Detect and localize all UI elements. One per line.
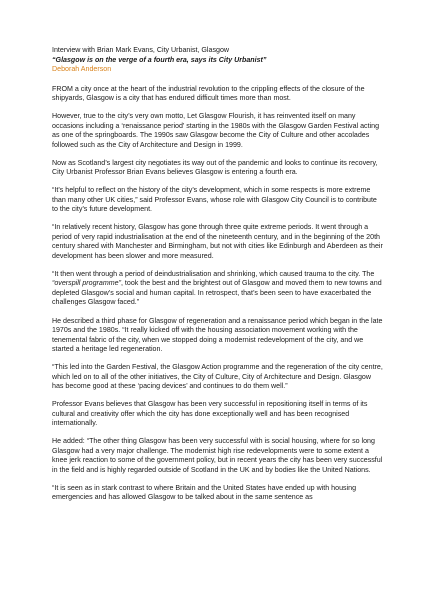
italic-term: “overspill programme” bbox=[52, 279, 121, 288]
article-headline: “Glasgow is on the verge of a fourth era, says its City Urbanist” bbox=[52, 55, 267, 64]
article-author: Deborah Anderson bbox=[52, 65, 112, 73]
paragraph: He added: “The other thing Glasgow has been very successful with is social housing, where for so long Glasgow had a very major challenge. The modernist high rise redevelopments were to some extent a knee jerk reaction to some of the government policy, but in recent years the city has been very successful in the field and is highly regarded outside of Scotland in the UK and by bodies like the United Nations. bbox=[52, 437, 383, 474]
paragraph: “This led into the Garden Festival, the Glasgow Action programme and the regeneration of the city centre, which led on to all of the other initiatives, the City of Culture, City of Architecture and Design. Glasgow has become good at these ‘pacing devices’ and continues to do them well.” bbox=[52, 363, 383, 391]
paragraph: Now as Scotland’s largest city negotiates its way out of the pandemic and looks to continue its recovery, City Urbanist Professor Brian Evans believes Glasgow is entering a fourth era. bbox=[52, 158, 378, 177]
article-header bbox=[52, 46, 384, 75]
paragraph-text: “It then went through a period of deindustrialisation and shrinking, which caused trauma to the city. The bbox=[52, 269, 375, 278]
paragraph: However, true to the city’s very own motto, Let Glasgow Flourish, it has reinvented itself on many occasions including a ‘renaissance period’ starting in the 1980s with the Glasgow Garden Festival acting as one of the springboards. The 1990s saw Glasgow become the City of Culture and other accolades followed such as the City of Architecture and Design in 1999. bbox=[52, 112, 380, 149]
paragraph: FROM a city once at the heart of the industrial revolution to the crippling effects of the closure of the shipyards, Glasgow is a city that has endured difficult times more than most. bbox=[52, 84, 365, 102]
paragraph: “It is seen as in stark contrast to where Britain and the United States have ended up with housing emergencies and has allowed Glasgow to be talked about in the same sentence as bbox=[52, 483, 357, 502]
paragraph bbox=[52, 270, 384, 308]
paragraph-text: , took the best and the brightest out of Glasgow and moved them to new towns and depleted Glasgow’s social and human capital. In retrospect, that’s been seen to have exacerbated the challenges Glasgow faced.” bbox=[52, 279, 382, 307]
paragraph: “In relatively recent history, Glasgow has gone through three quite extreme periods. It went through a period of very rapid industrialisation at the end of the nineteenth century, and in the beginning of the 20th century shared with Manchester and Birmingham, but not with cities like Edinburgh and Aberdeen as their development has been slower and more measured. bbox=[52, 223, 383, 260]
paragraph: Professor Evans believes that Glasgow has been very successful in repositioning itself in terms of its cultural and creativity offer which the city has done exceptionally well and has been recognised internationally. bbox=[52, 400, 368, 428]
article-kicker: Interview with Brian Mark Evans, City Urbanist, Glasgow bbox=[52, 46, 230, 54]
paragraph: “It’s helpful to reflect on the history of the city’s development, which in some respects is more extreme than many other UK cities,” said Professor Evans, whose role with Glasgow City Council is to contribute to the city’s future development. bbox=[52, 186, 377, 214]
paragraph: He described a third phase for Glasgow of regeneration and a renaissance period which began in the late 1970s and the 1980s. “It really kicked off with the housing association movement working with the tenemental fabric of the city, when we stopped doing a modernist redevelopment of the city, and we started a heritage led regeneration. bbox=[52, 316, 383, 354]
